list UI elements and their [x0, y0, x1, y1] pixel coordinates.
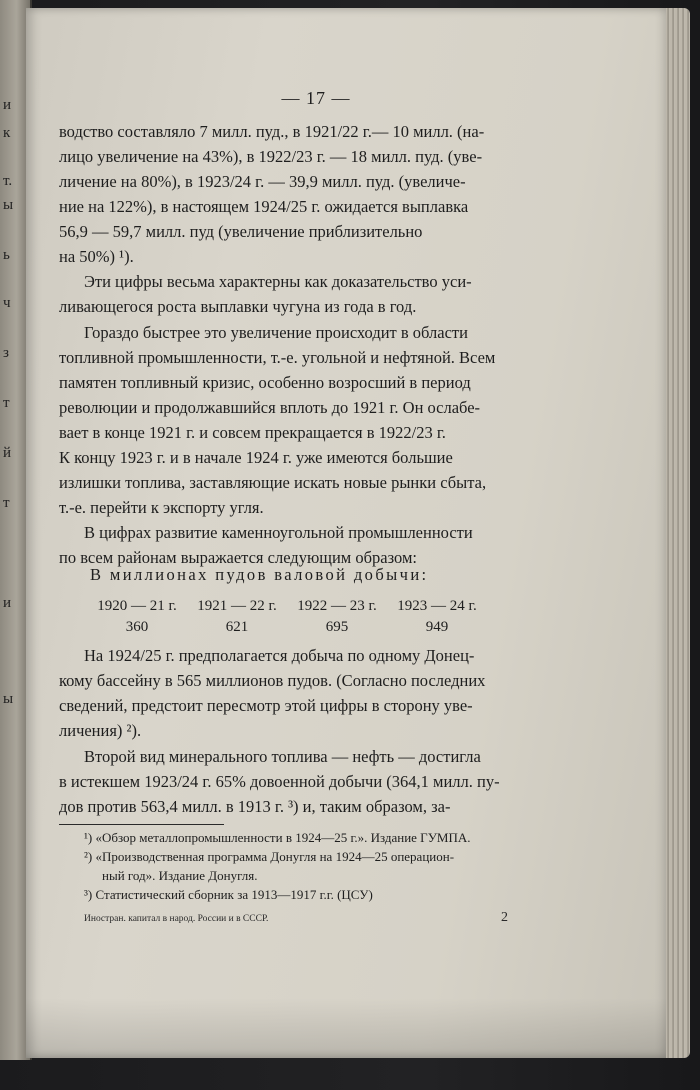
table-value: 360 [125, 619, 149, 635]
page-bottom-shadow [26, 998, 666, 1058]
text-line: ние на 122%), в настоящем 1924/25 г. ожидается выплавка [59, 197, 469, 216]
text-line: На 1924/25 г. предполагается добыча по одному Донец- [84, 646, 475, 665]
text-line: Гораздо быстрее это увеличение происходит в области [84, 323, 468, 342]
text-line: т.-е. перейти к экспорту угля. [59, 498, 264, 517]
left-page-fragment: ь [3, 247, 10, 263]
left-page-fragment: т [3, 395, 10, 411]
left-page-fragment: т [3, 495, 10, 511]
text-line: топливной промышленности, т.-е. угольной и нефтяной. Всем [59, 348, 496, 367]
table-value: 949 [425, 619, 449, 635]
text-line: сведений, предстоит пересмотр этой цифры в сторону уве- [59, 696, 473, 715]
text-line: 56,9 — 59,7 милл. пуд (увеличение приблизительно [59, 222, 423, 241]
footnote: ³) Статистический сборник за 1913—1917 г.г. (ЦСУ) [84, 887, 373, 902]
left-page-fragment: ы [3, 691, 14, 707]
signature-mark: 2 [501, 910, 508, 925]
left-page-fragment: и [3, 97, 12, 113]
left-page-fragment: и [3, 595, 12, 611]
printer-signature-line: Иностран. капитал в народ. России и в СССР. [84, 914, 269, 924]
text-line: кому бассейну в 565 миллионов пудов. (Согласно последних [59, 671, 486, 690]
text-line: водство составляло 7 милл. пуд., в 1921/22 г.— 10 милл. (на- [59, 122, 485, 141]
text-line: личения) ²). [59, 721, 142, 740]
text-line: излишки топлива, заставляющие искать новые рынки сбыта, [59, 473, 487, 492]
table-year: 1920 — 21 г. [97, 598, 177, 614]
text-line: на 50%) ¹). [59, 247, 134, 266]
text-line: В цифрах развитие каменноугольной промышленности [84, 523, 473, 542]
page-number: — 17 — [281, 88, 351, 108]
text-line: лицо увеличение на 43%), в 1922/23 г. — 18 милл. пуд. (уве- [59, 147, 483, 166]
text-line: дов против 563,4 милл. в 1913 г. ³) и, таким образом, за- [59, 797, 451, 816]
text-line: по всем районам выражается следующим образом: [59, 548, 417, 567]
text-line: ливающегося роста выплавки чугуна из года в год. [59, 297, 417, 316]
book-page [26, 8, 666, 1058]
left-page-fragment: ы [3, 197, 14, 213]
left-page-fragment: т. [3, 173, 13, 189]
text-line: личение на 80%), в 1923/24 г. — 39,9 милл. пуд. (увеличе- [59, 172, 466, 191]
table-value: 695 [325, 619, 349, 635]
left-page-fragment: й [3, 445, 12, 461]
left-page-fragment: к [3, 125, 11, 141]
text-line: К концу 1923 г. и в начале 1924 г. уже имеются большие [59, 448, 453, 467]
table-year: 1922 — 23 г. [297, 598, 377, 614]
footnote-rule [59, 824, 224, 825]
table-year: 1921 — 22 г. [197, 598, 277, 614]
text-line: в истекшем 1923/24 г. 65% довоенной добычи (364,1 милл. пу- [59, 772, 500, 791]
table-year: 1923 — 24 г. [397, 598, 477, 614]
left-page-fragment: ч [3, 295, 11, 311]
left-page-fragment: з [3, 345, 9, 361]
footnote: ²) «Производственная программа Донугля на 1924—25 операцион- [84, 849, 455, 864]
text-line: памятен топливный кризис, особенно возросший в период [59, 373, 471, 392]
text-line: революции и продолжавшийся вплоть до 1921 г. Он ослабе- [59, 398, 481, 417]
text-line: вает в конце 1921 г. и совсем прекращается в 1922/23 г. [59, 423, 446, 442]
table-heading: В миллионах пудов валовой добычи: [90, 565, 429, 584]
text-line: Второй вид минерального топлива — нефть — достигла [84, 747, 481, 766]
table-value: 621 [225, 619, 249, 635]
footnote: ¹) «Обзор металлопромышленности в 1924—25 г.». Издание ГУМПА. [84, 830, 471, 845]
footnote: ный год». Издание Донугля. [102, 868, 258, 883]
text-line: Эти цифры весьма характерны как доказательство уси- [84, 272, 472, 291]
